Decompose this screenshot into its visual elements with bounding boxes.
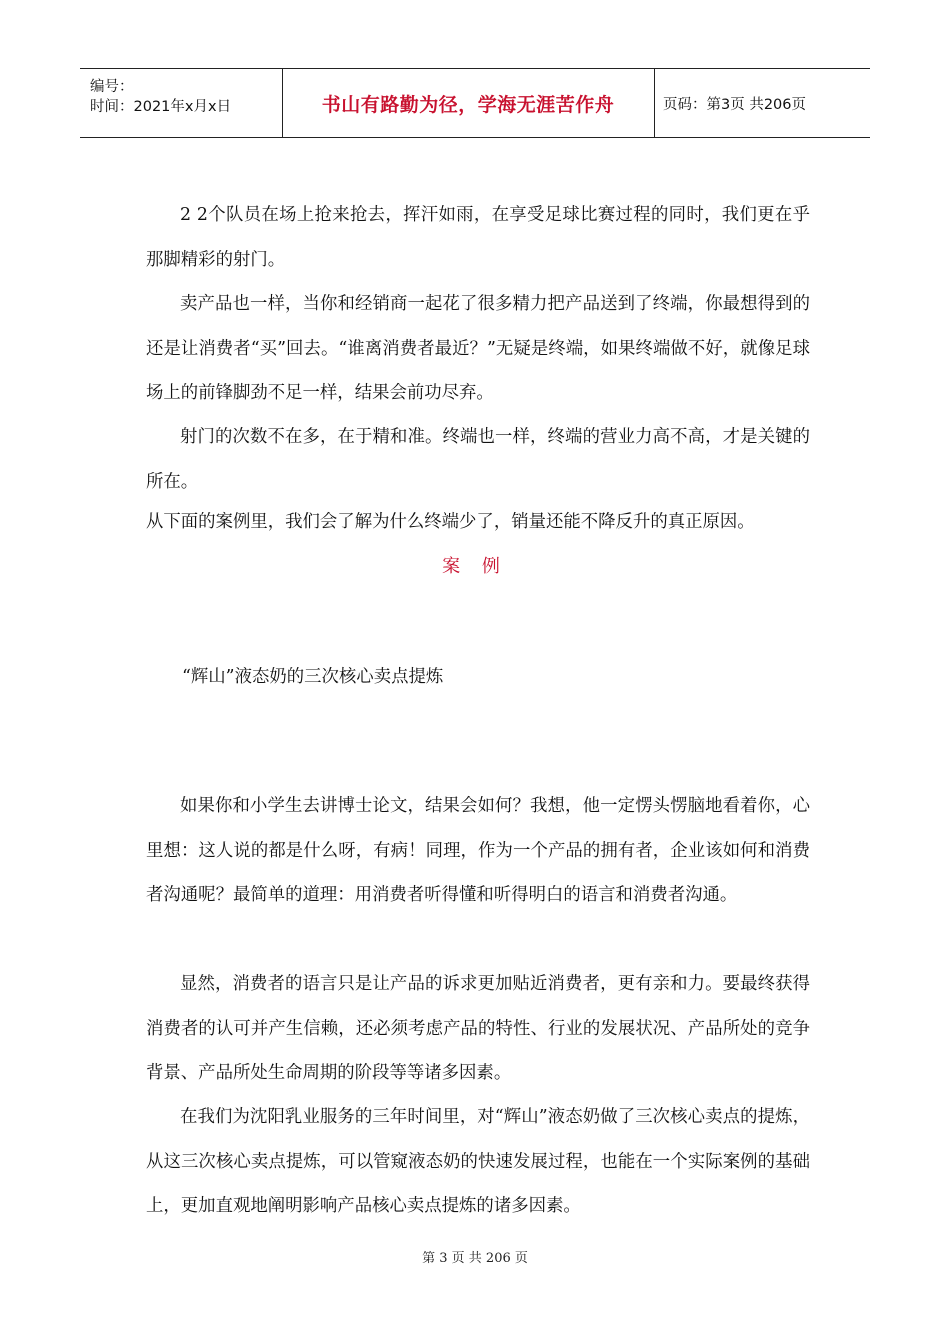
paragraph-5: 如果你和小学生去讲博士论文，结果会如何？我想，他一定愣头愣脑地看着你，心里想：这人说的都是什么呀，有病！同理，作为一个产品的拥有者，企业该如何和消费者沟通呢？最简单的道理：用消费者听得懂和听得明白的语言和消费者沟通。	[146, 796, 810, 905]
case-heading: 案 例	[442, 556, 508, 577]
page-info: 页码：第3页 共206页	[663, 96, 807, 113]
date-label: 时间：2021年x月x日	[90, 99, 232, 115]
number-label: 编号：	[90, 79, 134, 95]
paragraph-1: 2 2个队员在场上抢来抢去，挥汗如雨，在享受足球比赛过程的同时，我们更在乎那脚精彩的射门。	[146, 205, 810, 270]
paragraph-3: 射门的次数不在多，在于精和准。终端也一样，终端的营业力高不高，才是关键的所在。	[146, 427, 810, 492]
case-subtitle: “辉山”液态奶的三次核心卖点提炼	[182, 667, 444, 687]
paragraph-4: 从下面的案例里，我们会了解为什么终端少了，销量还能不降反升的真正原因。	[146, 512, 755, 532]
header-meta-cell	[80, 69, 283, 137]
paragraph-7: 在我们为沈阳乳业服务的三年时间里，对“辉山”液态奶做了三次核心卖点的提炼，从这三次核心卖点提炼，可以管窥液态奶的快速发展过程，也能在一个实际案例的基础上，更加直观地阐明影响产品核心卖点提炼的诸多因素。	[146, 1107, 810, 1216]
page-footer: 第 3 页 共 206 页	[422, 1251, 528, 1266]
page-header	[80, 68, 870, 138]
paragraph-2: 卖产品也一样，当你和经销商一起花了很多精力把产品送到了终端，你最想得到的还是让消费者“买”回去。“谁离消费者最近？”无疑是终端，如果终端做不好，就像足球场上的前锋脚劲不足一样，结果会前功尽弃。	[146, 294, 810, 403]
header-motto-cell	[282, 69, 655, 137]
paragraph-6: 显然，消费者的语言只是让产品的诉求更加贴近消费者，更有亲和力。要最终获得消费者的认可并产生信赖，还必须考虑产品的特性、行业的发展状况、产品所处的竞争背景、产品所处生命周期的阶段等等诸多因素。	[146, 974, 810, 1083]
motto-text: 书山有路勤为径，学海无涯苦作舟	[321, 93, 615, 116]
header-page-cell	[655, 69, 870, 137]
